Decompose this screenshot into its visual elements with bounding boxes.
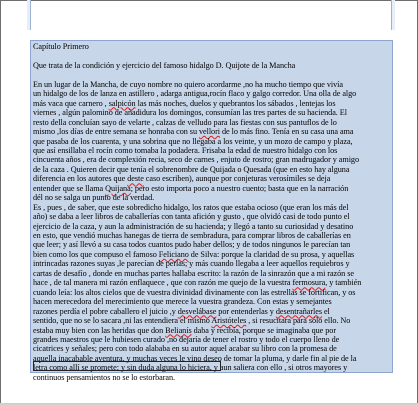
text-line (33, 259, 389, 268)
text-run: ejercicio de la caza, y aun la administración de su hacienda; y llegó a tanto su curiosidad y desatino (33, 221, 354, 231)
spelling-error-word: salpicón (108, 98, 136, 108)
text-run: aquella inacabable aventura, y muchas veces le vino deseo de tomar la pluma, y darle fin al pie de la (33, 353, 357, 363)
text-run: cuando leía: los altos cielos que de vuestra divinidad divinamente con las estrellas se fortifican, y os (33, 287, 356, 297)
spelling-error-word: Belianís (165, 325, 192, 335)
text-line (33, 146, 389, 155)
text-run: dél no se salga un punto de la verdad. (33, 193, 155, 203)
text-line (33, 118, 389, 127)
text-run: caso escriben), aunque por conjeturas verosímiles se deja (143, 174, 331, 184)
chapter-title: Capítulo Primero (33, 42, 89, 51)
text-run: en esto, que vendió muchas hanegas de tierra de sembradura, para comprar libros de caballerías en (33, 231, 351, 241)
text-run: Es , pues , de saber, que este sobredicho hidalgo, los ratos que estaba ocioso (que eran los más del (33, 202, 349, 212)
text-run: resto della concluían sayo de velarte , calzas de velludo para las fiestas con sus pantuflos de lo (33, 117, 337, 127)
spelling-error-word: fermosura (292, 278, 326, 288)
text-line (33, 231, 389, 240)
text-line (33, 212, 389, 221)
chapter-subtitle: Que trata de la condición y ejercicio del famoso hidalgo D. Quijote de la Mancha (33, 60, 296, 70)
text-line (33, 288, 389, 297)
text-run: año) se daba a leer libros de caballerías con tanta afición y gusto , que olvidó casi de todo punto el (33, 212, 350, 222)
text-line (33, 127, 389, 136)
text-line (33, 184, 389, 193)
paragraph-lines (33, 80, 389, 383)
text-run: las más noches, duelos y quebrantos los sábados , lentejas los (135, 98, 336, 108)
spelling-error-word: deste (127, 174, 144, 184)
text-run: bien como los que compuso el famoso (33, 249, 159, 259)
spelling-error-word: desentrañarles (275, 306, 322, 316)
spelling-error-word: Quijana (105, 183, 131, 193)
text-line (33, 80, 389, 89)
blank-line (33, 70, 389, 79)
text-run: cicatrices y señales; pero con todo alababa en su autor aquel acabar su libro con la promesa de (33, 344, 337, 354)
text-line (33, 174, 389, 183)
text-run: el (321, 306, 330, 316)
text-line (33, 307, 389, 316)
text-line (33, 99, 389, 108)
text-line (33, 344, 389, 353)
text-run: razones perdía el pobre caballero el juicio ,y (33, 306, 178, 316)
text-run: ; pero esto importa poco a nuestro cuento; basta que en la narración (130, 183, 349, 193)
text-run: , si resucitara para sólo ello. No (246, 316, 351, 326)
spelling-error-word: desvelábase (177, 306, 217, 316)
text-line (33, 335, 389, 344)
text-line (33, 354, 389, 363)
spelling-error-word: vellori (198, 127, 221, 137)
text-run: de Silva: porque la claridad de su prosa, y aquellas (188, 249, 355, 259)
text-run: que pasaba de los cuarenta, y una sobrina que no llegaba a los veinte, y un mozo de campo y plaza, (33, 136, 353, 146)
text-run: entender que se llama (33, 183, 106, 193)
text-line (33, 165, 389, 174)
page-right-margin-marker (391, 0, 395, 30)
text-run: más vaca que carnero , (33, 98, 109, 108)
text-run: sentido, que no se lo sacara ,ni las entendiera el mismo (33, 316, 212, 326)
text-run: un hidalgo de los de lanza en astillero , adarga antigua,rocín flaco y galgo corredor. Una olla de algo (33, 89, 357, 99)
text-line (33, 316, 389, 325)
text-run: hacen merecedora del merecimiento que merece la vuestra grandeza. Con estas y semejantes (33, 297, 332, 307)
text-line (33, 278, 389, 287)
text-run: que leer; y así llevó a su casa todos cuantos pudo haber dellos; y de todos ningunos le parecían tan (33, 240, 351, 250)
text-run: grandes maestros que le hubiesen curado ,no dejaría de tener el rostro y todo el cuerpo lleno de (33, 335, 340, 345)
text-run: hace , de tal manera mi razón enflaquece , que con razón me quejo de la vuestra (33, 278, 293, 288)
text-run: En un lugar de la Mancha, de cuyo nombre no quiero acordarme ,no ha mucho tiempo que vivía (33, 79, 343, 89)
text-run: que así ensillaba el rocín como tomaba la podadera. Frisaba la edad de nuestro hidalgo con los (33, 145, 338, 155)
spelling-error-word: Feliciano (158, 249, 189, 259)
document-body[interactable] (33, 42, 389, 382)
text-run: mismo ,los días de entre semana se honraba con su (33, 127, 199, 137)
blank-line (33, 51, 389, 60)
text-line (33, 89, 389, 98)
text-line (33, 108, 389, 117)
text-run: diferencia en los autores que (33, 174, 128, 184)
page-left-margin-marker (27, 0, 31, 30)
text-line (33, 193, 389, 202)
text-run: daba y recibía, porque se imaginaba que por (191, 325, 337, 335)
text-line (33, 222, 389, 231)
text-line (33, 373, 389, 382)
text-line (33, 203, 389, 212)
text-line (33, 363, 389, 372)
text-run: de la caza . Quieren decir que tenía el sobrenombre de Quijada o Quesada (que en esto hay alguna (33, 164, 350, 174)
text-run: de lo más fino. Tenía en su casa una ama (220, 127, 354, 137)
text-line (33, 155, 389, 164)
text-run: cincuenta años , era de complexión recia, seco de carnes , enjuto de rostro; gran madrugador y amigo (33, 155, 360, 165)
text-run: , y también (325, 278, 362, 288)
text-line (33, 240, 389, 249)
text-line (33, 137, 389, 146)
text-line (33, 250, 389, 259)
text-run: estaba muy bien con las heridas que don (33, 325, 166, 335)
text-line (33, 269, 389, 278)
spelling-error-word: Aristóteles (211, 316, 247, 326)
text-line (33, 297, 389, 306)
text-line (33, 326, 389, 335)
text-run: por entenderlas y (216, 306, 276, 316)
text-run: viernes , algún palomino de añadidura los domingos, consumían las tres partes de su hacienda. El (33, 108, 347, 118)
text-run: cartas de desafío , donde en muchas partes hallaba escrito: la razón de la sinrazón que a mi razón se (33, 268, 354, 278)
text-run: intrincadas razones suyas ,le parecían de perlas; y más cuando llegaba a leer aquellos requiebros y (33, 259, 350, 269)
text-run: letra como allí se promete; y sin duda alguna lo hiciera, y aun saliera con ello , si otros mayores y (33, 363, 348, 373)
text-run: continuos pensamientos no se lo estorbaran. (33, 372, 176, 382)
